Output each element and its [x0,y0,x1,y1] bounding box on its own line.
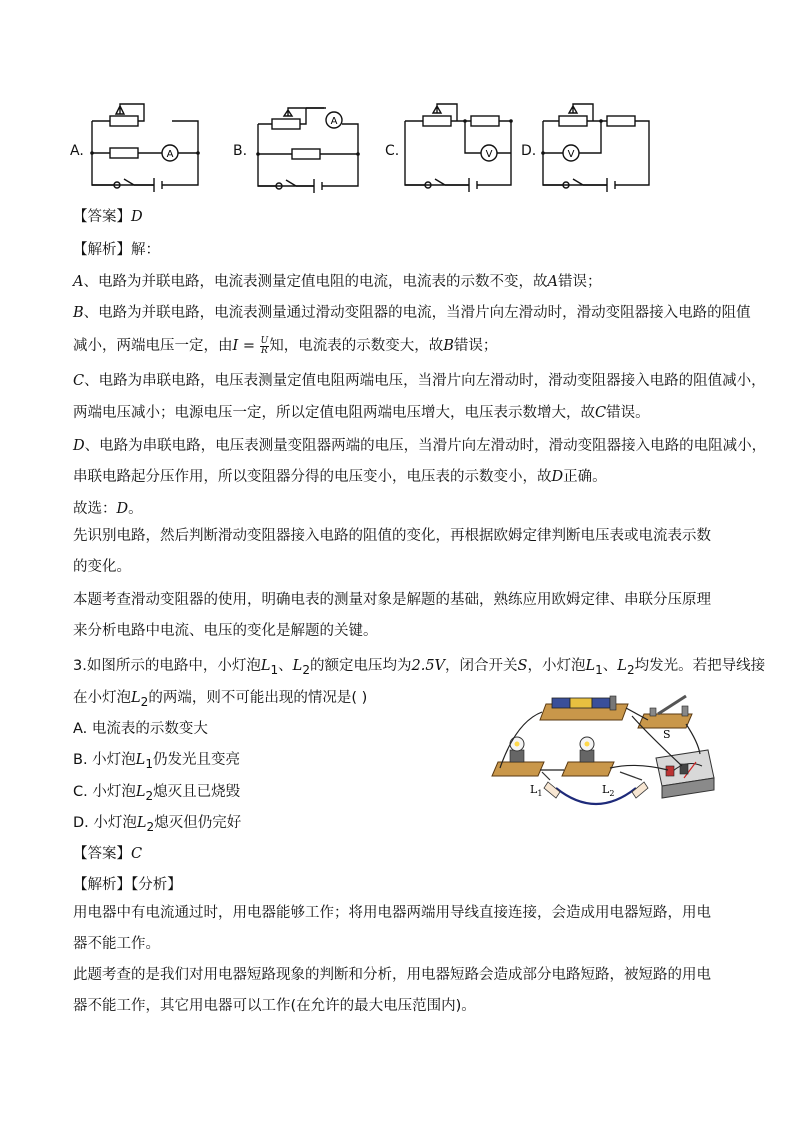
switch-label: S [663,728,671,741]
voltmeter-symbol: V [567,149,575,160]
analysis-3-paragraph-1: 用电器中有电流通过时，用电器能够工作；将用电器两端用导线直接连接，会造成用电器短路，用电器不能工作。 [73,905,711,952]
answer-3-value: C [131,846,143,862]
lab-circuit-figure [486,692,724,822]
option-b-label: B. [233,143,248,159]
question-3-line1: 3.如图所示的电路中，小灯泡$L_1$、$L_2$的额定电压均为2.5V，闭合开关S，小灯泡$L_1$、$L_2$均发光。若把导线接 [73,658,766,677]
formula-lhs: I [232,338,239,354]
ammeter-symbol: A [166,149,174,160]
option-a-label: A. [70,143,84,159]
answer-value: D [131,209,143,225]
circuit-b-diagram [258,104,364,192]
choice-a: A. 电流表的示数变大 [73,721,208,737]
analysis-b-line1: B、电路为并联电路，电流表测量通过滑动变阻器的电流，当滑片向左滑动时，滑动变阻器接入电路的阻值 [73,305,751,321]
ammeter-symbol: A [330,116,338,127]
analysis-c-line2: 两端电压减小；电源电压一定，所以定值电阻两端电压增大，电压表示数增大，故C错误。 [73,405,650,421]
analysis-b-line2: 减小，两端电压一定，由I = $\frac{U}{R}$ 知，电流表的示数变大，故B错误； [73,335,498,356]
choice-d: D. 小灯泡$L_2$熄灭但仍完好 [73,815,242,834]
analysis-3-paragraph-2: 此题考查的是我们对用电器短路现象的判断和分析，用电器短路会造成部分电路短路，被短路的用电器不能工作，其它用电器可以工作(在允许的最大电压范围内)。 [73,967,711,1014]
analysis-d-line2: 串联电路起分压作用，所以变阻器分得的电压变小，电压表的示数变小，故D正确。 [73,469,607,485]
summary-paragraph: 本题考查滑动变阻器的使用，明确电表的测量对象是解题的基础，熟练应用欧姆定律、串联分压原理来分析电路中电流、电压的变化是解题的关键。 [73,592,711,639]
choice-c: C. 小灯泡$L_2$熄灭且已烧毁 [73,784,241,803]
option-d-label: D. [521,143,537,159]
ohm-law-fraction: $\frac{U}{R}$ [260,335,269,356]
option-c-label: C. [385,143,400,159]
choose-line: 故选：D。 [73,501,143,517]
analysis-d-line1: D、电路为串联电路，电压表测量变阻器两端的电压，当滑片向左滑动时，滑动变阻器接入电路的电阻减小， [73,438,767,454]
lamp-l1-label: $L_1$ [530,783,543,798]
answer-3-line: 【答案】C [73,846,143,862]
analysis-c-line1: C、电路为串联电路，电压表测量定值电阻两端电压，当滑片向左滑动时，滑动变阻器接入电路的阻值减小， [73,373,766,389]
circuit-c-diagram [405,100,517,192]
circuit-d-diagram [543,100,655,192]
analysis-a: A、电路为并联电路，电流表测量定值电阻的电流，电流表的示数不变，故A错误； [73,274,602,290]
analysis-heading: 【解析】解： [73,242,160,258]
question-3-line2: 在小灯泡$L_2$的两端，则不可能出现的情况是( ) [73,690,368,709]
circuit-a-diagram [92,100,202,192]
choice-b: B. 小灯泡$L_1$仍发光且变亮 [73,752,240,771]
analysis-3-heading: 【解析】【分析】 [73,877,182,893]
method-paragraph: 先识别电路，然后判断滑动变阻器接入电路的阻值的变化，再根据欧姆定律判断电压表或电流表示数的变化。 [73,528,711,575]
answer-line: 【答案】D [73,209,143,225]
voltmeter-symbol: V [485,149,493,160]
lamp-l2-label: $L_2$ [602,783,615,798]
